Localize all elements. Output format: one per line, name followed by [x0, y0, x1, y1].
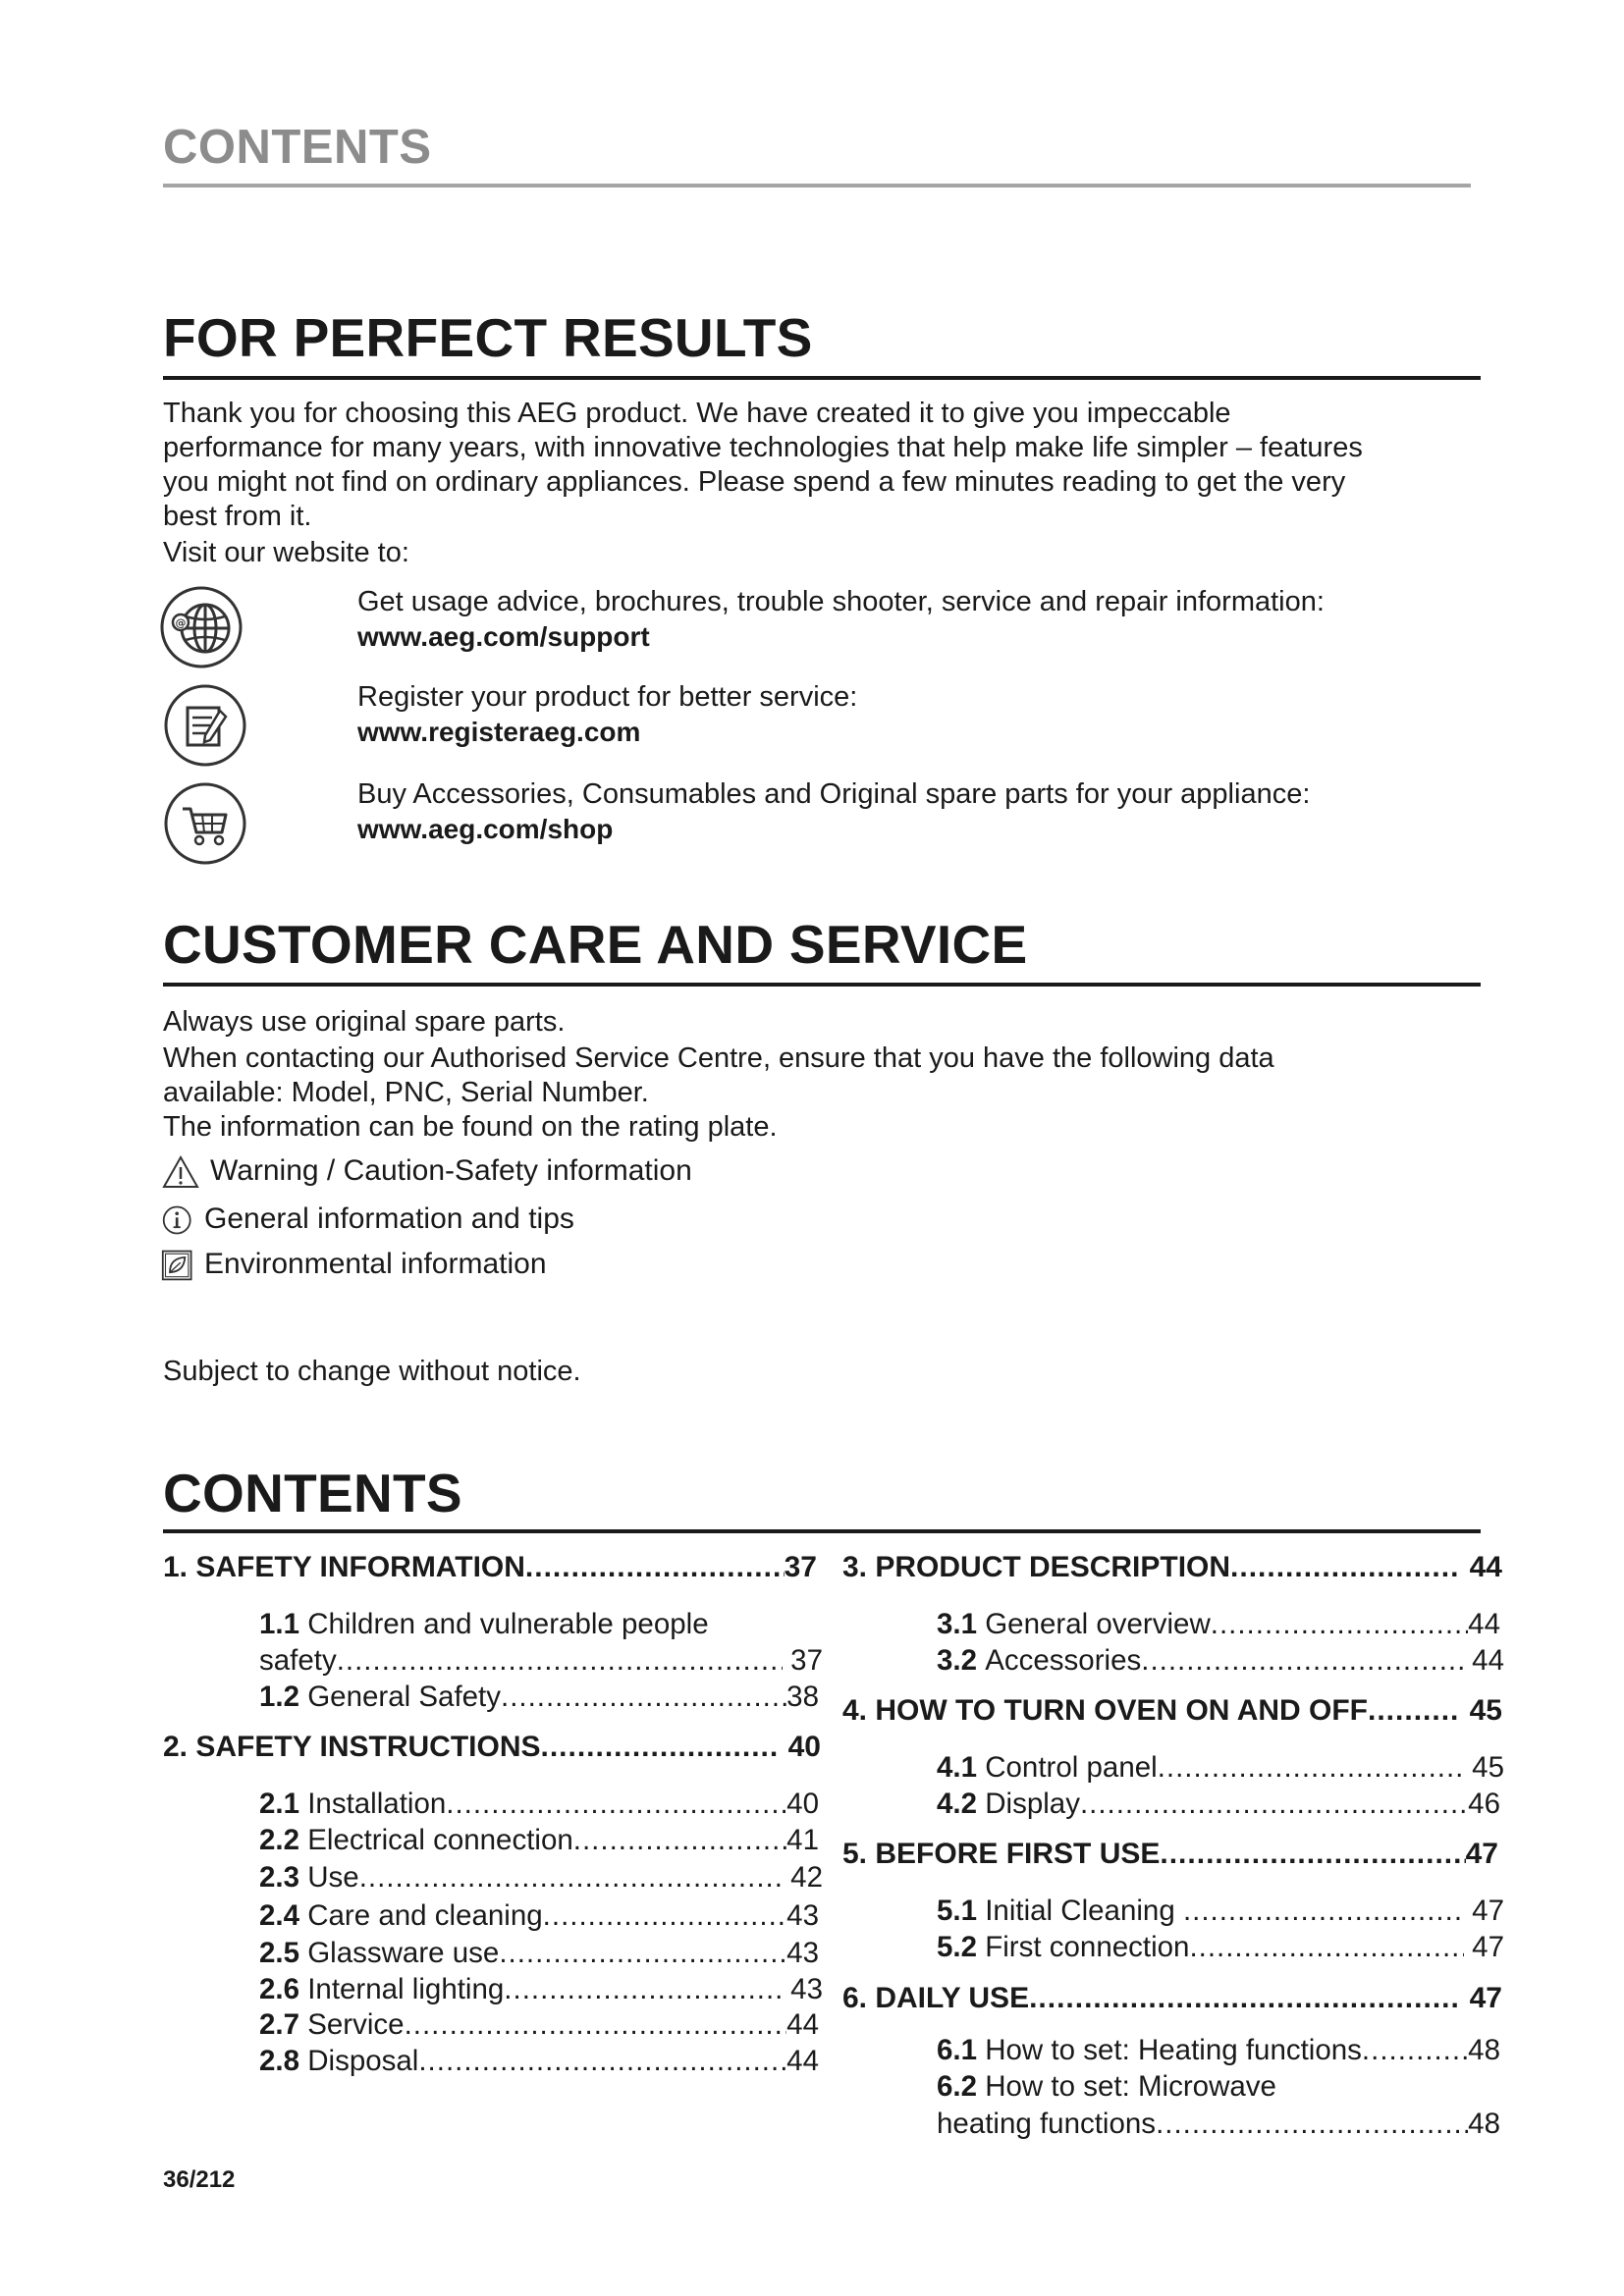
toc-entry-title: Internal lighting [307, 1973, 505, 2005]
toc-leader [1141, 1644, 1464, 1678]
legend-environment-text: Environmental information [204, 1248, 547, 1280]
toc-entry-title: Accessories [985, 1644, 1142, 1677]
toc-entry-title: How to set: Microwave [985, 2070, 1276, 2103]
toc-entry[interactable] [842, 1982, 1502, 2015]
toc-entry[interactable] [259, 1608, 819, 1641]
item-shop-text: Buy Accessories, Consumables and Original spare parts for your appliance: [357, 778, 1311, 810]
toc-entry-number: 6.2 [937, 2070, 978, 2103]
legend-environment [161, 1247, 547, 1283]
toc-entry-page: 37 [784, 1551, 817, 1583]
toc-entry-number: 3.2 [937, 1644, 978, 1677]
toc-leader [1189, 1931, 1464, 1964]
page-number: 36/212 [163, 2166, 236, 2193]
toc-entry-title: 5. BEFORE FIRST USE [842, 1838, 1161, 1870]
toc-entry-page: 46 [1468, 1788, 1500, 1820]
cart-icon [163, 781, 247, 866]
toc-entry[interactable] [842, 1551, 1502, 1584]
register-icon [163, 683, 247, 768]
intro-line: you might not find on ordinary appliances. Please spend a few minutes reading to get the very [163, 466, 1346, 498]
toc-entry-title: 1. SAFETY INFORMATION [163, 1551, 525, 1583]
toc-entry[interactable] [937, 1608, 1500, 1641]
toc-entry-title: Care and cleaning [307, 1899, 543, 1932]
page-header-title: CONTENTS [163, 121, 432, 174]
toc-leader [543, 1899, 787, 1933]
perfect-results-divider [163, 376, 1481, 380]
care-line: When contacting our Authorised Service Centre, ensure that you have the following data [163, 1042, 1274, 1074]
toc-entry[interactable] [259, 2045, 819, 2078]
toc-entry-number: 5.2 [937, 1931, 978, 1963]
toc-entry-page: 47 [1465, 1838, 1498, 1870]
toc-entry-title: Installation [307, 1788, 447, 1820]
legend-info-text: General information and tips [204, 1202, 574, 1235]
item-support-text: Get usage advice, brochures, trouble shooter, service and repair information: [357, 586, 1325, 617]
toc-entry-number: 2.8 [259, 2045, 300, 2077]
intro-line: performance for many years, with innovative technologies that help make life simpler – features [163, 432, 1363, 463]
toc-entry-page: 43 [786, 1937, 819, 1969]
item-register-text: Register your product for better service: [357, 681, 858, 713]
toc-entry[interactable] [259, 1973, 823, 2006]
toc-leader [541, 1731, 781, 1764]
toc-entry[interactable] [842, 1838, 1498, 1871]
toc-entry[interactable] [259, 1644, 823, 1678]
customer-care-divider [163, 983, 1481, 987]
toc-entry-number: 5.1 [937, 1895, 978, 1927]
header-divider [163, 184, 1471, 187]
toc-entry-title: Service [307, 2008, 405, 2041]
toc-entry-number: 2.4 [259, 1899, 300, 1932]
toc-leader [1160, 1838, 1465, 1871]
toc-entry-number: 2.6 [259, 1973, 300, 2005]
toc-entry-page: 41 [786, 1824, 819, 1856]
toc-leader [1158, 1751, 1464, 1785]
toc-entry[interactable] [259, 1824, 819, 1857]
toc-entry[interactable] [259, 1899, 819, 1933]
toc-entry-title: First connection [985, 1931, 1190, 1963]
toc-entry[interactable] [937, 2034, 1500, 2067]
toc-entry-page: 45 [1469, 1694, 1502, 1727]
toc-entry-page: 38 [786, 1681, 819, 1713]
toc-entry[interactable] [259, 1681, 819, 1714]
toc-leader [1362, 2034, 1468, 2067]
toc-entry-number: 6.1 [937, 2034, 978, 2066]
toc-entry[interactable] [937, 1644, 1504, 1678]
care-line: available: Model, PNC, Serial Number. [163, 1077, 649, 1108]
care-line: Always use original spare parts. [163, 1006, 566, 1038]
toc-entry-page: 42 [790, 1861, 823, 1894]
toc-entry[interactable] [259, 1788, 819, 1821]
change-notice: Subject to change without notice. [163, 1356, 581, 1387]
toc-entry-number: 3.1 [937, 1608, 978, 1640]
toc-entry-title: Use [307, 1861, 359, 1894]
toc-entry[interactable] [163, 1551, 817, 1584]
customer-care-heading: CUSTOMER CARE AND SERVICE [163, 914, 1028, 975]
toc-entry-page: 47 [1472, 1895, 1504, 1927]
toc-entry-page: 40 [787, 1731, 821, 1763]
toc-entry[interactable] [259, 2008, 819, 2042]
toc-leader [359, 1861, 783, 1895]
toc-entry-page: 44 [1468, 1608, 1500, 1640]
toc-entry-title: General overview [985, 1608, 1211, 1640]
toc-entry-page: 44 [1472, 1644, 1504, 1677]
toc-leader [1029, 1982, 1461, 2015]
warning-icon [161, 1154, 200, 1190]
toc-entry-title: Disposal [307, 2045, 419, 2077]
toc-entry-page: 43 [786, 1899, 819, 1932]
toc-entry-page: 37 [790, 1644, 823, 1677]
toc-entry-page: 48 [1468, 2108, 1500, 2140]
toc-entry-number: 4.1 [937, 1751, 978, 1784]
toc-entry-title: 6. DAILY USE [842, 1982, 1030, 2014]
toc-entry[interactable] [937, 1931, 1504, 1964]
toc-entry-page: 44 [786, 2045, 819, 2077]
toc-entry-page: 45 [1472, 1751, 1504, 1784]
toc-entry[interactable] [163, 1731, 821, 1764]
toc-leader [337, 1644, 783, 1678]
visit-label: Visit our website to: [163, 537, 409, 568]
toc-entry-title: 4. HOW TO TURN OVEN ON AND OFF [842, 1694, 1369, 1727]
toc-leader [1368, 1694, 1461, 1728]
toc-entry-number: 1.2 [259, 1681, 300, 1713]
toc-entry[interactable] [259, 1861, 823, 1895]
toc-entry-number: 2.7 [259, 2008, 300, 2041]
intro-line: Thank you for choosing this AEG product. We have created it to give you impeccable [163, 398, 1231, 429]
toc-entry-number: 2.5 [259, 1937, 300, 1969]
toc-entry-page: 48 [1468, 2034, 1500, 2066]
toc-entry-number: 2.2 [259, 1824, 300, 1856]
legend-warning-text: Warning / Caution-Safety information [210, 1154, 692, 1187]
shop-link[interactable]: www.aeg.com/shop [357, 814, 614, 844]
toc-entry-title: Initial Cleaning [985, 1895, 1175, 1927]
info-icon [161, 1202, 196, 1238]
toc-entry[interactable] [259, 1937, 819, 1970]
toc-entry-page: 40 [786, 1788, 819, 1820]
toc-entry-title: 2. SAFETY INSTRUCTIONS [163, 1731, 541, 1763]
toc-entry[interactable] [842, 1694, 1502, 1728]
toc-leader [525, 1551, 785, 1584]
toc-entry-page: 43 [790, 1973, 823, 2005]
toc-entry[interactable] [937, 1788, 1500, 1821]
toc-leader [1156, 2108, 1468, 2141]
toc-entry-title: Glassware use [307, 1937, 500, 1969]
toc-leader [405, 2008, 787, 2042]
toc-entry-page: 47 [1472, 1931, 1504, 1963]
toc-entry-title: Display [985, 1788, 1080, 1820]
toc-entry[interactable] [937, 2070, 1500, 2104]
globe-icon [159, 585, 244, 669]
toc-entry-title: 3. PRODUCT DESCRIPTION [842, 1551, 1231, 1583]
toc-entry-page: 44 [1469, 1551, 1502, 1583]
toc-entry-title-cont: safety [259, 1644, 337, 1677]
toc-leader [499, 1937, 786, 1970]
contents-heading: CONTENTS [163, 1463, 462, 1523]
toc-leader [504, 1973, 783, 2006]
toc-entry-number: 4.2 [937, 1788, 978, 1820]
svg-text:@: @ [175, 616, 187, 629]
leaf-icon [161, 1248, 196, 1283]
toc-entry-title: General Safety [307, 1681, 501, 1713]
toc-leader [1080, 1788, 1468, 1821]
toc-entry-number: 2.3 [259, 1861, 300, 1894]
toc-leader [1183, 1895, 1464, 1928]
legend-info [161, 1201, 574, 1238]
toc-leader [446, 1788, 786, 1821]
toc-entry-title: How to set: Heating functions [985, 2034, 1362, 2066]
toc-entry-title: Children and vulnerable people [307, 1608, 709, 1640]
toc-leader [1211, 1608, 1468, 1641]
intro-line: best from it. [163, 501, 312, 532]
toc-entry[interactable] [937, 2108, 1500, 2141]
toc-leader [418, 2045, 786, 2078]
toc-entry-number: 1.1 [259, 1608, 300, 1640]
register-link[interactable]: www.registeraeg.com [357, 717, 641, 747]
toc-leader [501, 1681, 786, 1714]
support-link[interactable]: www.aeg.com/support [357, 621, 650, 652]
toc-entry-title: Electrical connection [307, 1824, 573, 1856]
perfect-results-intro [163, 397, 1498, 570]
legend-warning [161, 1153, 692, 1190]
care-line: The information can be found on the rating plate. [163, 1111, 778, 1143]
toc-entry-title-cont: heating functions [937, 2108, 1157, 2140]
toc-entry[interactable] [937, 1895, 1504, 1928]
toc-leader [573, 1824, 786, 1857]
toc-entry-title: Control panel [985, 1751, 1158, 1784]
toc-entry[interactable] [937, 1751, 1504, 1785]
toc-leader [1230, 1551, 1461, 1584]
perfect-results-heading: FOR PERFECT RESULTS [163, 307, 813, 368]
contents-divider [163, 1529, 1481, 1533]
toc-entry-number: 2.1 [259, 1788, 300, 1820]
toc-entry-page: 44 [786, 2008, 819, 2041]
toc-entry-page: 47 [1469, 1982, 1502, 2014]
customer-care-text [163, 1005, 1498, 1145]
